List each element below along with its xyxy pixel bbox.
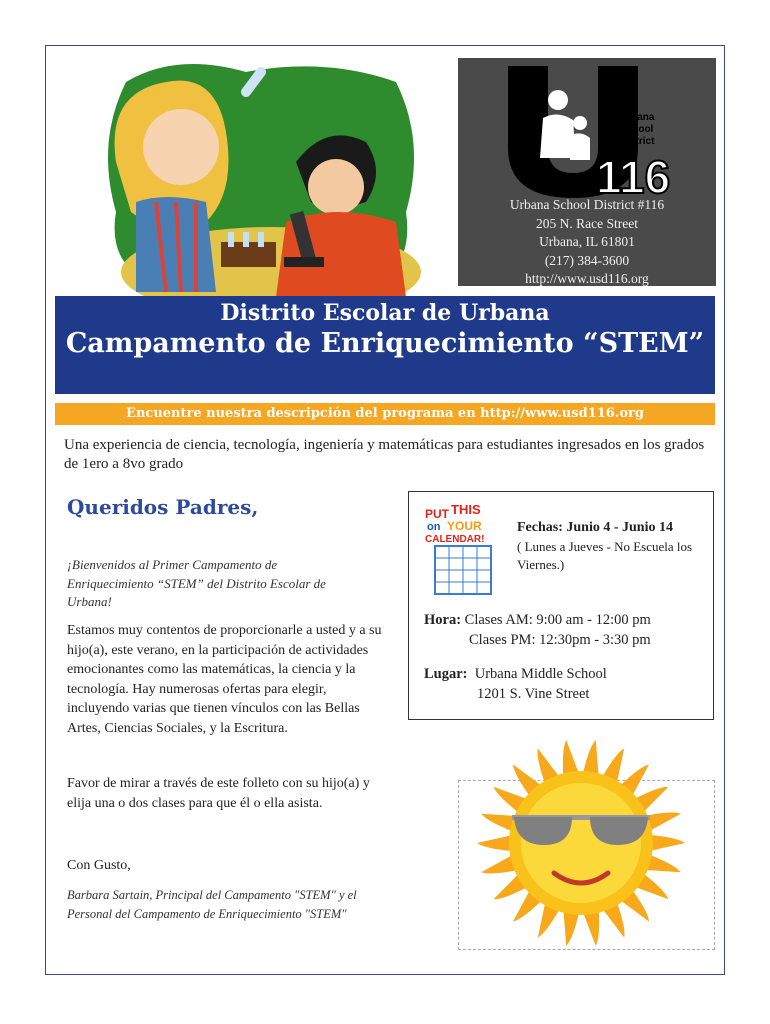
schedule-pm: Clases PM: 12:30pm - 3:30 pm [469, 632, 651, 648]
address-line: 205 N. Race Street [536, 215, 638, 231]
dates-note: ( Lunes a Jueves - No Escuela los Viernes.) [517, 539, 693, 572]
logo-number: 116 [596, 151, 671, 198]
banner-title: Campamento de Enriquecimiento “STEM” [65, 328, 705, 359]
calendar-text-calendar: CALENDAR! [425, 534, 485, 545]
sun-ray [477, 835, 513, 851]
address-line: Urbana School District #116 [509, 197, 665, 212]
intro-text: Una experiencia de ciencia, tecnología, ingeniería y matemáticas para estudiantes ingresados en los grados de 1ero a 8vo grado [64, 437, 705, 472]
schedule-am: Clases AM: 9:00 am - 12:00 pm [461, 612, 651, 628]
logo-name-1: Urbana [620, 112, 655, 123]
district-logo [458, 58, 716, 198]
calendar-text-put: PUT [425, 507, 449, 521]
logo-name-2: School [620, 124, 654, 135]
sun-ray [649, 835, 685, 851]
address-line: (217) 384-3600 [544, 252, 630, 268]
address-url: http://www.usd116.org [525, 271, 649, 286]
location-line-1: Urbana Middle School [467, 666, 607, 682]
logo-name-3: District [620, 136, 655, 147]
letter-paragraph-2: Favor de mirar a través de este folleto con su hijo(a) y elija una o dos clases para que él o ella asista. [67, 776, 370, 811]
location [424, 664, 607, 704]
location-label: Lugar: [424, 666, 468, 682]
info-box [408, 491, 714, 720]
calendar-text-this: THIS [451, 502, 481, 517]
greeting-heading: Queridos Padres, [67, 495, 259, 519]
welcome-text: ¡Bienvenidos al Primer Campamento de Enriquecimiento “STEM” del Distrito Escolar de Urbana! [67, 557, 326, 609]
letter-signature: Barbara Sartain, Principal del Campamento "STEM" y el Personal del Campamento de Enriquecimiento "STEM" [67, 888, 357, 921]
district-address [458, 196, 716, 286]
kids-microscope-illustration [96, 52, 426, 297]
address-line: Urbana, IL 61801 [539, 234, 635, 249]
letter-paragraph-1: Estamos muy contentos de proporcionarle a usted y a su hijo(a), este verano, en la participación de actividades emocionantes como las matemáticas, la ciencia y la tecnología. Hay numerosas ofertas para elegir, incluyendo varias que tienen vínculos con las Bellas Artes, Ciencias Sociales, y la Escritura. [67, 623, 382, 736]
calendar-text-your: YOUR [447, 519, 482, 533]
calendar-text-on: on [427, 521, 441, 533]
district-logo-box [458, 58, 716, 286]
schedule [424, 610, 651, 650]
calendar-icon [421, 498, 503, 598]
banner-subtitle: Distrito Escolar de Urbana [220, 300, 550, 326]
program-link-bar: Encuentre nuestra descripción del programa en http://www.usd116.org [55, 403, 715, 425]
letter-closing: Con Gusto, [67, 858, 131, 873]
dates-heading: Fechas: Junio 4 - Junio 14 [517, 520, 673, 535]
title-banner [55, 296, 715, 394]
location-line-2: 1201 S. Vine Street [477, 686, 590, 702]
sun-sunglasses-illustration [472, 733, 690, 950]
schedule-label: Hora: [424, 612, 462, 628]
